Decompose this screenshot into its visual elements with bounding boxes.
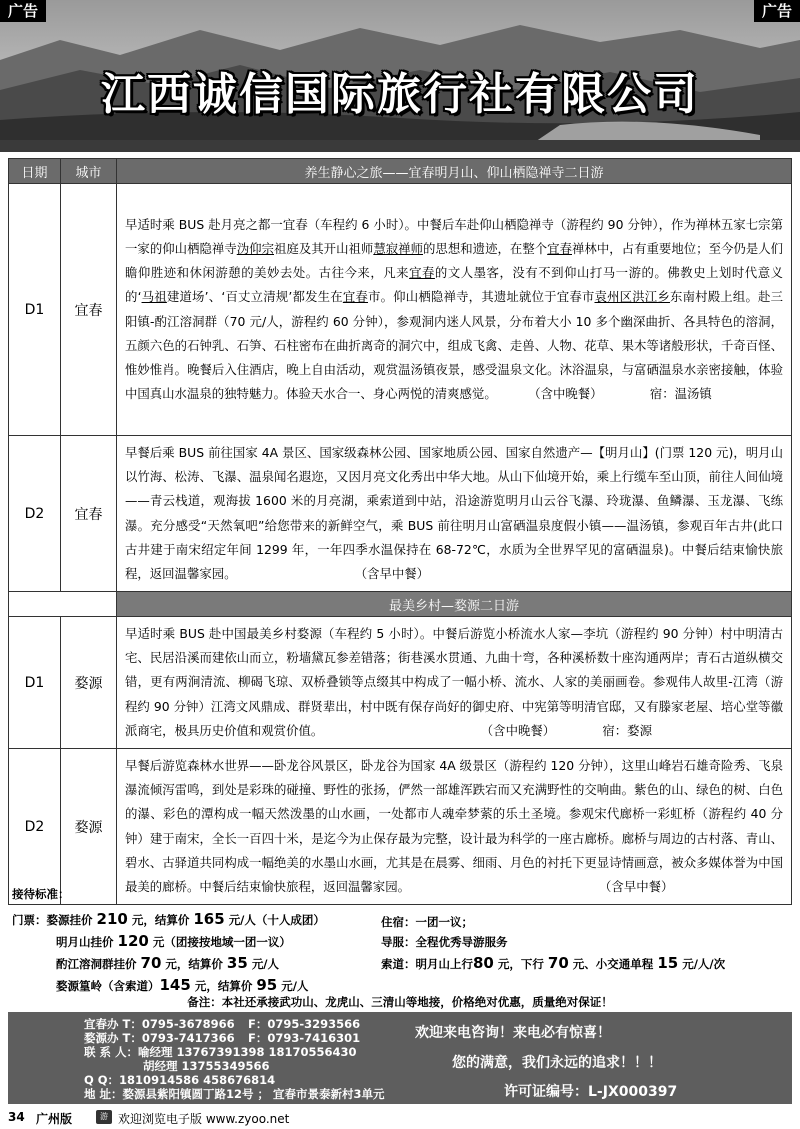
- tour2-band: [9, 592, 792, 617]
- table-row: [9, 749, 792, 905]
- edition-label: 广州版: [36, 1112, 73, 1126]
- tour1-title: 养生静心之旅——宜春明月山、仰山栖隐禅寺二日游: [117, 159, 792, 184]
- contact-box: [8, 1012, 792, 1104]
- banner: [0, 0, 800, 152]
- meal-note: （含中晚餐）: [480, 722, 556, 738]
- ticket-wuyuan: 门票：婺源挂价 210 元，结算价 165 元/人（十人成团）: [12, 910, 325, 928]
- standards-title: 接待标准：: [12, 887, 70, 901]
- company-title: 江西诚信国际旅行社有限公司: [101, 69, 699, 120]
- ticket-huangling: 婺源篁岭（含索道）145 元，结算价 95 元/人: [56, 976, 309, 994]
- meal-note: （含早中餐）: [599, 878, 674, 894]
- qq-numbers: Q Q：1810914586 458676814: [84, 1073, 276, 1087]
- guide-info: 导服：全程优秀导游服务: [381, 935, 508, 949]
- contact-person-2: 胡经理 13755349566: [143, 1059, 270, 1073]
- yichun-fax: F：0795-3293566: [248, 1017, 361, 1031]
- description-cell: 早适时乘 BUS 赴中国最美乡村婺源（车程约 5 小时）。中餐后游览小桥流水人家—李坑（游程约 90 分钟）村中明清古宅、民居沿溪而建依山而立，粉墙黛瓦参差错落；街巷溪水贯通、九曲十弯，各种溪桥数十座沟通两岸；青石古道纵横交错，更有两涧清流、柳碣飞琼、双桥叠锁等点缀其中构成了一幅小桥、流水、人家的美丽画卷。参观伟人故里-江湾（游程约 90 分钟）江湾文风鼎成、群贤辈出，村中既有保存尚好的御史府、中宪第等明清官邸，又有滕家老屋、培心堂等徽派商宅，极具历史价值和观赏价值。 （含中晚餐） 宿：婺源: [117, 617, 792, 749]
- wuyuan-office: 婺源办 T：0793-7417366: [84, 1031, 235, 1045]
- city-cell: 宜春: [61, 436, 117, 592]
- remark: 备注：本社还承接武功山、龙虎山、三清山等地接，价格绝对优惠，质量绝对保证！: [187, 995, 613, 1009]
- day-cell: D1: [9, 184, 61, 436]
- ticket-mingyueshan: 明月山挂价 120 元（团接按地域一团一议）: [56, 932, 291, 950]
- city-cell: 宜春: [61, 184, 117, 436]
- table-row: [9, 184, 792, 436]
- description-cell: 早餐后乘 BUS 前往国家 4A 景区、国家级森林公园、国家地质公园、国家自然遗产—【明月山】(门票 120 元)，明月山以竹海、松涛、飞瀑、温泉闻名遐迩，又因月亮文化秀出中华大地。从山下仙境开始，乘上行缆车至山顶，前往人间仙境——青云栈道，观海拔 1600 米的月亮湖，乘索道到中站，沿途游览明月山云谷飞瀑、玲珑瀑、鱼鳞瀑、玉龙瀑、飞练瀑。充分感受“天然氧吧”给您带来的新鲜空气，乘 BUS 前往明月山富硒温泉度假小镇——温汤镇，参观百年古井(此口古井建于南宋绍定年间 1299 年，一年四季水温保持在 68-72℃，水质为全世界罕见的富硒温泉)。中餐后结束愉快旅程，返回温馨家园。 （含早中餐）: [117, 436, 792, 592]
- slogan-satisfaction: 您的满意，我们永远的追求！！！: [452, 1055, 662, 1071]
- day-cell: D2: [9, 436, 61, 592]
- table-row: [9, 617, 792, 749]
- address: 地 址：婺源县紫阳镇圆丁路12号 ； 宜春市景泰新村3单元: [84, 1087, 385, 1101]
- wuyuan-fax: F：0793-7416301: [248, 1031, 361, 1045]
- description-cell: 早适时乘 BUS 赴月亮之都一宜春（车程约 6 小时）。中餐后车赴仰山栖隐禅寺（游程约 90 分钟），作为禅林五家七宗第一家的仰山栖隐禅寺沩仰宗祖庭及其开山祖师慧寂禅师的思想和遗迹，在整个宜春禅林中，占有重要地位；至今仍是人们瞻仰胜迹和休闲游憩的美妙去处。古往今来，凡来宜春的文人墨客，没有不到仰山打马一游的。佛教史上划时代意义的‘马祖建道场’、‘百丈立清规’都发生在宜春市。仰山栖隐禅寺，其遗址就位于宜春市袁州区洪江乡东南村殿上组。赴三阳镇-酌江溶洞群（70 元/人，游程约 60 分钟），参观洞内迷人风景，分布着大小 10 多个幽深曲折、各具特色的溶洞，五颜六色的石钟乳、石笋、石柱密布在曲折离奇的洞穴中，组成飞禽、走兽、人物、花草、果木等诸般形状，千奇百怪、惟妙惟肖。晚餐后入住酒店，晚上自由活动，观赏温汤镇夜景，感受温泉文化。沐浴温泉，与富硒温泉水亲密接触，体验中国真山水温泉的独特魅力。体验天水合一、身心两悦的清爽感觉。 （含中晚餐） 宿：温汤镇: [117, 184, 792, 436]
- table-row: [9, 436, 792, 592]
- meal-note: （含中晚餐）: [528, 385, 603, 401]
- ad-label-right: 广告: [754, 0, 800, 22]
- table-header: [9, 159, 792, 184]
- page-footer: [8, 1108, 792, 1128]
- stay-note: 宿：婺源: [602, 722, 652, 738]
- city-header: 城市: [61, 159, 117, 184]
- description-cell: 早餐后游览森林水世界——卧龙谷风景区，卧龙谷为国家 4A 级景区（游程约 120 分钟），这里山峰岩石雄奇险秀、飞泉瀑流倾泻雷鸣，到处是彩珠的碰撞、野性的张扬，俨然一部雄浑跌宕而又充满野性的交响曲。紫色的山、绿色的树、白色的瀑、彩色的潭构成一幅天然泼墨的山水画，一处都市人魂牵梦萦的乐土圣境。参观宋代廊桥一彩虹桥（游程约 40 分钟）建于南宋，全长一百四十米，是迄今为止保存最为完整，设计最为科学的一座古廊桥。廊桥与周边的古村落、青山、碧水、古驿道共同构成一幅绝美的水墨山水画，尤其是在晨雾、细雨、月色的衬托下更显诗情画意，被众多媒体誉为中国最美的廊桥。中餐后结束愉快旅程，返回温馨家园。 （含早中餐）: [117, 749, 792, 905]
- zyoo-logo-icon: 游: [96, 1110, 112, 1124]
- meal-note: （含早中餐）: [354, 565, 430, 581]
- stay-info: 住宿：一团一议；: [381, 915, 473, 929]
- yichun-office: 宜春办 T：0795-3678966: [84, 1017, 235, 1031]
- city-cell: 婺源: [61, 617, 117, 749]
- ad-label-left: 广告: [0, 0, 46, 22]
- date-header: 日期: [9, 159, 61, 184]
- city-cell: 婺源: [61, 749, 117, 905]
- stay-note: 宿：温汤镇: [649, 385, 712, 401]
- tour2-title: 最美乡村—婺源二日游: [117, 592, 792, 617]
- license-number: 许可证编号：L-JX000397: [504, 1084, 678, 1100]
- day-cell: D2: [9, 749, 61, 905]
- day-cell: D1: [9, 617, 61, 749]
- ticket-zhuojiang: 酌江溶洞群挂价 70 元，结算价 35 元/人: [56, 954, 280, 972]
- page-number: 34: [8, 1110, 25, 1124]
- cableway-info: 索道：明月山上行80 元，下行 70 元、小交通单程 15 元/人/次: [381, 954, 726, 972]
- itinerary-table: [8, 158, 792, 905]
- contact-person-1: 联 系 人：喻经理 13767391398 18170556430: [84, 1045, 357, 1059]
- website-link[interactable]: 欢迎浏览电子版 www.zyoo.net: [118, 1112, 290, 1126]
- slogan-welcome: 欢迎来电咨询！来电必有惊喜！: [415, 1025, 611, 1041]
